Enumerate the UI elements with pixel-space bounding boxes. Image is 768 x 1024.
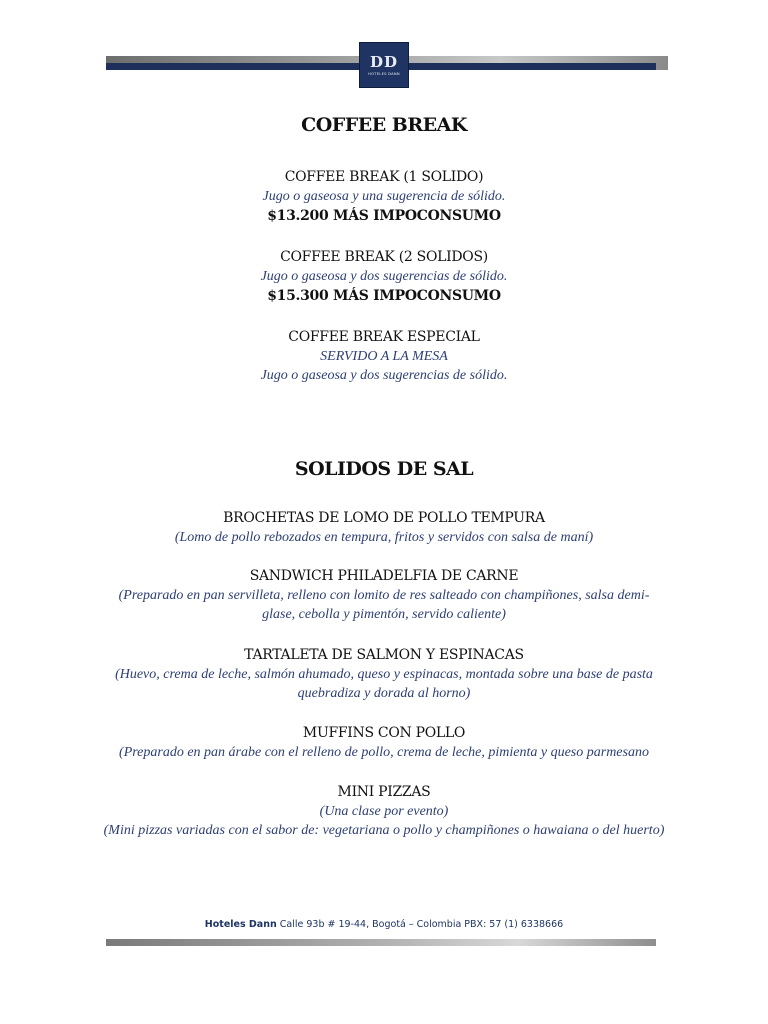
logo-mark: DD	[369, 53, 398, 71]
item-note: SERVIDO A LA MESA	[320, 349, 448, 364]
footer	[0, 919, 768, 930]
item-title: COFFEE BREAK ESPECIAL	[288, 329, 480, 345]
menu-item	[100, 723, 668, 762]
menu-item	[94, 782, 674, 840]
logo	[359, 42, 409, 88]
menu-item	[114, 645, 654, 703]
item-description: (Lomo de pollo rebozados en tempura, fritos y servidos con salsa de maní)	[174, 530, 594, 545]
menu-item	[104, 566, 664, 624]
item-description: (Huevo, crema de leche, salmón ahumado, queso y espinacas, montada sobre una base de pasta quebradiza y dorada al horno)	[115, 667, 653, 701]
item-title: COFFEE BREAK (1 SOLIDO)	[284, 169, 484, 185]
item-description: (Preparado en pan árabe con el relleno de pollo, crema de leche, pimienta y queso parmesano	[119, 745, 649, 760]
section-title-coffee-break: COFFEE BREAK	[301, 114, 467, 136]
item-description: Jugo o gaseosa y dos sugerencias de sólido.	[260, 269, 508, 284]
item-price: $13.200 MÁS IMPOCONSUMO	[267, 208, 501, 224]
item-description: Jugo o gaseosa y una sugerencia de sólido.	[262, 189, 506, 204]
footer-company: Hoteles Dann	[204, 919, 277, 930]
item-note: (Una clase por evento)	[319, 804, 449, 819]
footer-address: Calle 93b # 19-44, Bogotá – Colombia PBX: 57 (1) 6338666	[279, 919, 564, 930]
item-title: COFFEE BREAK (2 SOLIDOS)	[280, 249, 488, 265]
section-title-solidos-de-sal: SOLIDOS DE SAL	[294, 458, 474, 480]
item-title: TARTALETA DE SALMON Y ESPINACAS	[244, 647, 524, 663]
logo-subtitle: HOTELES DANN	[368, 72, 400, 76]
item-description: (Preparado en pan servilleta, relleno con lomito de res salteado con champiñones, salsa demi-glase, cebolla y pimentón, servido caliente)	[118, 588, 650, 622]
menu-item	[100, 508, 668, 547]
item-title: BROCHETAS DE LOMO DE POLLO TEMPURA	[223, 510, 545, 526]
item-description: (Mini pizzas variadas con el sabor de: vegetariana o pollo y champiñones o hawaiana o del huerto)	[103, 823, 665, 838]
item-title: MINI PIZZAS	[337, 784, 431, 800]
item-title: MUFFINS CON POLLO	[302, 725, 466, 741]
menu-item	[100, 167, 668, 226]
footer-bar	[106, 939, 656, 946]
menu-item	[100, 247, 668, 306]
item-title: SANDWICH PHILADELFIA DE CARNE	[249, 568, 519, 584]
item-price: $15.300 MÁS IMPOCONSUMO	[267, 288, 501, 304]
menu-item	[100, 327, 668, 385]
item-description: Jugo o gaseosa y dos sugerencias de sólido.	[260, 368, 508, 383]
